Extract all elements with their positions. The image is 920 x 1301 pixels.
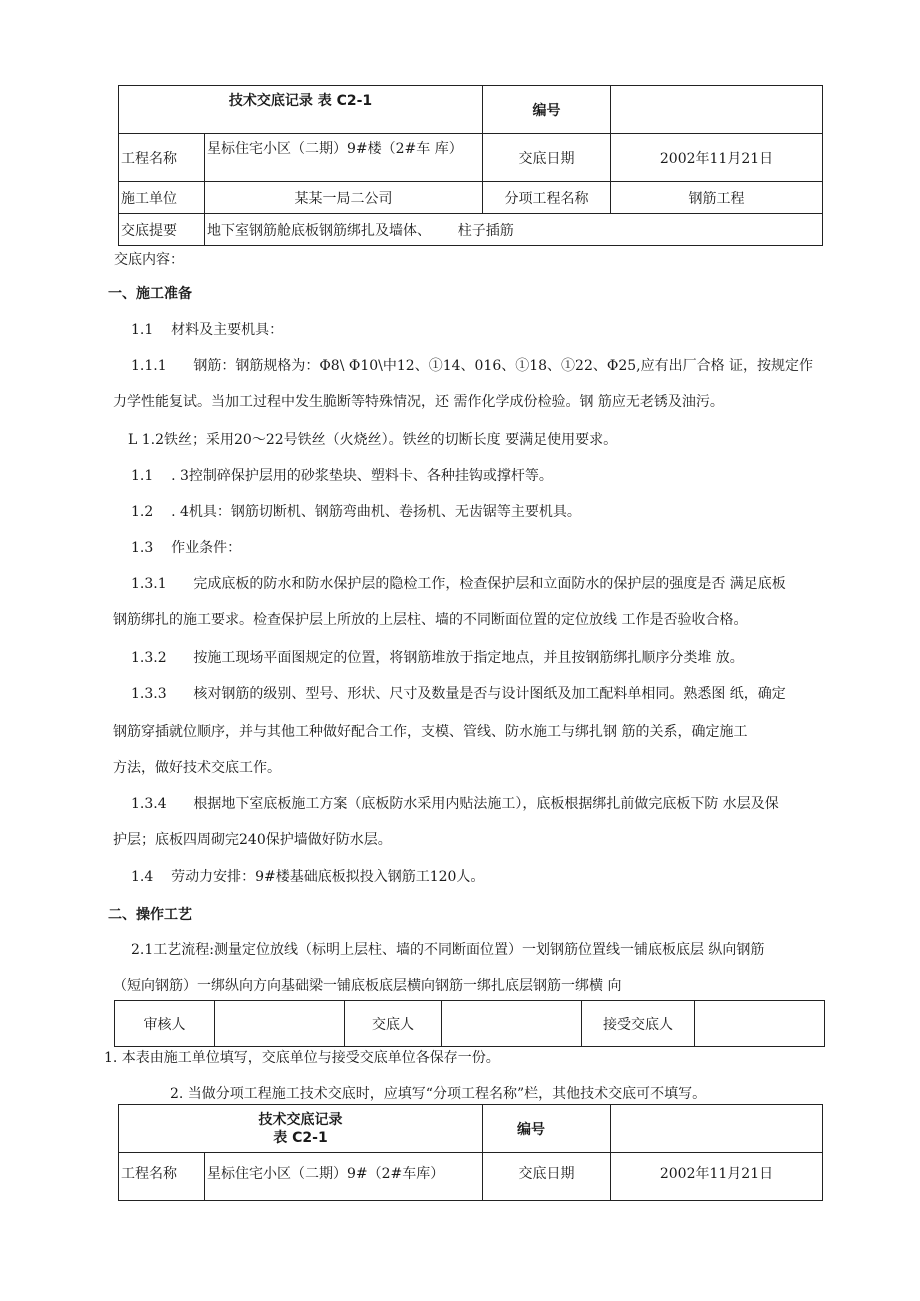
sub-project-label: 分项工程名称 [483,182,611,214]
body-line: 2.1工艺流程:测量定位放线（标明上层柱、墙的不同断面位置）一划钢筋位置线一铺底板底层 纵向钢筋 [131,942,765,958]
body-line: 1.3.2 按施工现场平面图规定的位置，将钢筋堆放于指定地点，并且按钢筋绑扎顺序分类堆 放。 [131,650,744,666]
project-name-value-2: 星标住宅小区（二期）9#（2#车库） [205,1153,483,1201]
record-title-line-1: 技术交底记录 [258,1111,343,1128]
project-name-value: 星标住宅小区（二期）9#楼（2#车 库） [205,134,483,182]
body-line: 1.4 劳动力安排：9#楼基础底板拟投入钢筋工120人。 [131,869,485,885]
note-2: 2. 当做分项工程施工技术交底时，应填写“分项工程名称”栏，其他技术交底可不填写。 [170,1086,707,1102]
body-line: 1.1 材料及主要机具： [131,322,284,338]
number-label: 编号 [483,86,611,134]
content-label: 交底内容： [114,252,184,268]
body-line: （短向钢筋）一绑纵向方向基础梁一铺底板底层横向钢筋一绑扎底层钢筋一绑横 向 [113,978,622,994]
summary-label: 交底提要 [119,214,205,246]
body-line: 力学性能复试。当加工过程中发生脆断等特殊情况，还 需作化学成份检验。钢 筋应无老锈及油污。 [113,394,724,410]
disclosure-date-value-2: 2002年11月21日 [611,1153,823,1201]
note-1: 1. 本表由施工单位填写，交底单位与接受交底单位各保存一份。 [104,1050,500,1066]
section-1-title: 一、施工准备 [108,286,192,302]
construction-unit-label: 施工单位 [119,182,205,214]
body-line: 1.3 作业条件： [131,540,242,556]
sub-project-value: 钢筋工程 [611,182,823,214]
body-line: 1.2 . 4机具：钢筋切断机、钢筋弯曲机、卷扬机、无齿锯等主要机具。 [131,504,581,520]
body-line: 钢筋绑扎的施工要求。检查保护层上所放的上层柱、墙的不同断面位置的定位放线 工作是否验收合格。 [113,612,748,628]
number-value-2 [611,1105,823,1153]
discloser-value [442,1001,582,1047]
body-line: 1.1.1 钢筋：钢筋规格为：Φ8\ Φ10\中12、①14、016、①18、①22、Φ25,应有出厂合格 证，按规定作 [131,358,814,374]
reviewer-label: 审核人 [115,1001,215,1047]
record-table-1 [118,85,823,246]
record-table-2 [118,1104,823,1201]
body-line: L 1.2铁丝；采用20～22号铁丝（火烧丝）。铁丝的切断长度 要满足使用要求。 [128,432,618,448]
body-line: 1.3.1 完成底板的防水和防水保护层的隐检工作，检查保护层和立面防水的保护层的强度是否 满足底板 [131,576,786,592]
record-title-2 [119,1105,483,1153]
section-2-title: 二、操作工艺 [108,907,192,923]
disclosure-date-label: 交底日期 [483,134,611,182]
body-line: 1.1 . 3控制碎保护层用的砂浆垫块、塑料卡、各种挂钩或撑杆等。 [131,468,553,484]
project-name-label: 工程名称 [119,134,205,182]
body-line: 方法，做好技术交底工作。 [113,760,281,776]
record-title: 技术交底记录 表 C2-1 [119,86,483,134]
body-line: 1.3.3 核对钢筋的级别、型号、形状、尺寸及数量是否与设计图纸及加工配料单相同。熟悉图 纸，确定 [131,686,786,702]
body-line: 护层；底板四周砌完240保护墙做好防水层。 [113,832,392,848]
project-name-label-2: 工程名称 [119,1153,205,1201]
signature-table [114,1000,825,1047]
construction-unit-value: 某某一局二公司 [205,182,483,214]
record-title-line-2: 表 C2-1 [273,1129,328,1146]
body-line: 1.3.4 根据地下室底板施工方案（底板防水采用内贴法施工），底板根据绑扎前做完底板下防 水层及保 [131,796,779,812]
disclosure-date-value: 2002年11月21日 [611,134,823,182]
reviewer-value [215,1001,345,1047]
disclosure-date-label-2: 交底日期 [483,1153,611,1201]
receiver-value [695,1001,825,1047]
body-line: 钢筋穿插就位顺序，并与其他工种做好配合工作，支模、管线、防水施工与绑扎钢 筋的关系，确定施工 [113,724,748,740]
number-value [611,86,823,134]
discloser-label: 交底人 [345,1001,442,1047]
receiver-label: 接受交底人 [582,1001,695,1047]
number-label-2: 编号 [483,1105,611,1153]
summary-value: 地下室钢筋舱底板钢筋绑扎及墙体、 柱子插筋 [205,214,823,246]
